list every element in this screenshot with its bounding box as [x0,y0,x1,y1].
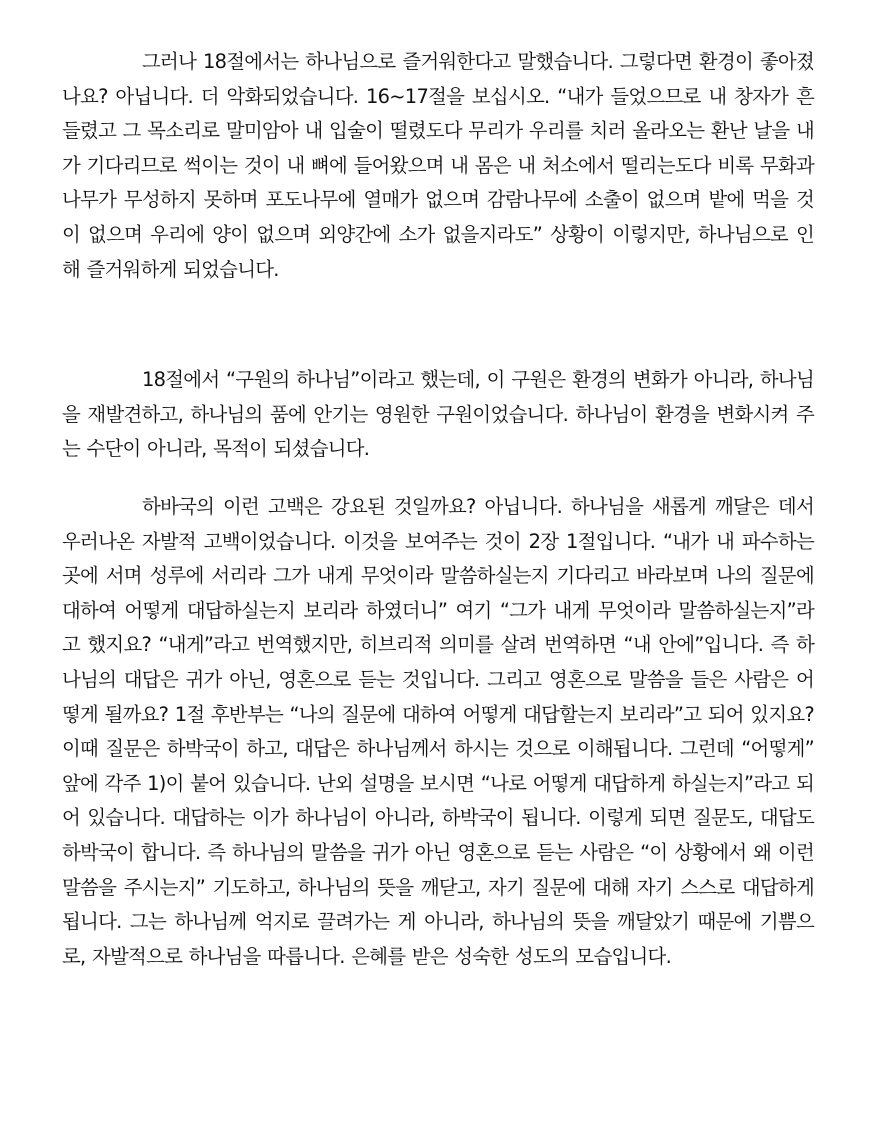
paragraph-3 [62,490,814,974]
paragraph-3-text: 하바국의 이런 고백은 강요된 것일까요? 아닙니다. 하나님을 새롭게 깨달은 데서 우러나온 자발적 고백이었습니다. 이것을 보여주는 것이 2장 1절입니다. “내가 내 파수하는 곳에 서며 성루에 서리라 그가 내게 무엇이라 말씀하실는지 기다리고 바라보며 나의 질문에 대하여 어떻게 대답하실는지 보리라 하였더니” 여기 “그가 내게 무엇이라 말씀하실는지”라고 했지요? “내게”라고 번역했지만, 히브리적 의미를 살려 번역하면 “내 안에”입니다. 즉 하나님의 대답은 귀가 아닌, 영혼으로 듣는 것입니다. 그리고 영혼으로 말씀을 들은 사람은 어떻게 될까요? 1절 후반부는 “나의 질문에 대하여 어떻게 대답할는지 보리라”고 되어 있지요? 이때 질문은 하박국이 하고, 대답은 하나님께서 하시는 것으로 이해됩니다. 그런데 “어떻게” 앞에 각주 1)이 붙어 있습니다. 난외 설명을 보시면 “나로 어떻게 대답하게 하실는지”라고 되어 있습니다. 대답하는 이가 하나님이 아니라, 하박국이 됩니다. 이렇게 되면 질문도, 대답도 하박국이 합니다. 즉 하나님의 말씀을 귀가 아닌 영혼으로 듣는 사람은 “이 상황에서 왜 이런 말씀을 주시는지” 기도하고, 하나님의 뜻을 깨닫고, 자기 질문에 대해 자기 스스로 대답하게 됩니다. 그는 하나님께 억지로 끌려가는 게 아니라, 하나님의 뜻을 깨달았기 때문에 기쁨으로, 자발적으로 하나님을 따릅니다. 은혜를 받은 성숙한 성도의 모습입니다. [62,495,814,968]
paragraph-2-text: 18절에서 “구원의 하나님”이라고 했는데, 이 구원은 환경의 변화가 아니라, 하나님을 재발견하고, 하나님의 품에 안기는 영원한 구원이었습니다. 하나님이 환경을 변화시켜 주는 수단이 아니라, 목적이 되셨습니다. [62,368,814,461]
paragraph-1 [62,45,814,287]
paragraph-2 [62,363,814,467]
paragraph-1-text: 그러나 18절에서는 하나님으로 즐거워한다고 말했습니다. 그렇다면 환경이 좋아졌나요? 아닙니다. 더 악화되었습니다. 16~17절을 보십시오. “내가 들었으므로 내 창자가 흔들렸고 그 목소리로 말미암아 내 입술이 떨렸도다 무리가 우리를 치러 올라오는 환난 날을 내가 기다리므로 썩이는 것이 내 뼈에 들어왔으며 내 몸은 내 처소에서 떨리는도다 비록 무화과나무가 무성하지 못하며 포도나무에 열매가 없으며 감람나무에 소출이 없으며 밭에 먹을 것이 없으며 우리에 양이 없으며 외양간에 소가 없을지라도” 상황이 이렇지만, 하나님으로 인해 즐거워하게 되었습니다. [62,50,814,281]
